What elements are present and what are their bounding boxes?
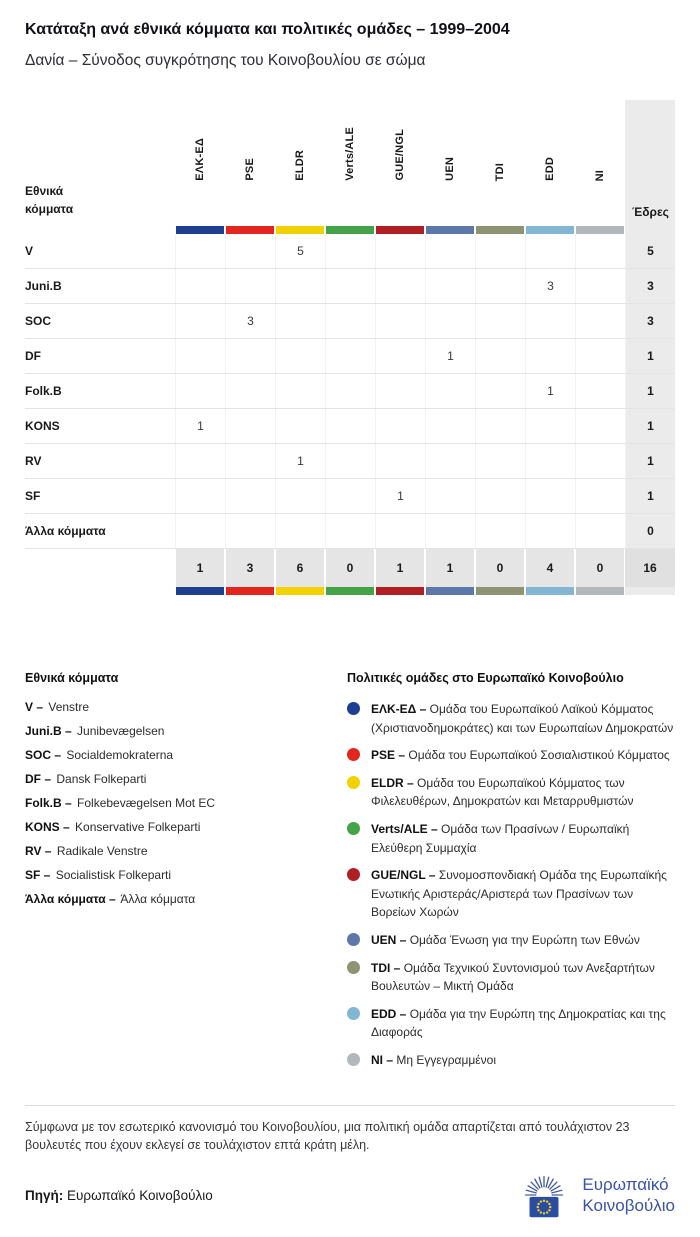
group-legend-item [347, 700, 675, 737]
table-cell: 1 [375, 479, 425, 513]
table-cell [275, 374, 325, 408]
group-code-label: ΕΛΚ-ΕΔ [194, 138, 206, 181]
row-header-cell [25, 100, 175, 226]
source-line [25, 1188, 213, 1203]
group-color-bar [276, 226, 324, 234]
group-color-bar [226, 587, 274, 595]
seats-column-bg [625, 587, 675, 595]
party-legend-item [25, 796, 319, 810]
table-row [25, 304, 675, 339]
group-column-header [175, 100, 225, 226]
group-legend-item [347, 866, 675, 922]
party-code: Folk.B – [25, 796, 72, 810]
table-row [25, 444, 675, 479]
table-cell: 3 [525, 269, 575, 303]
table-cell [325, 234, 375, 268]
table-header-row [25, 100, 675, 226]
table-row [25, 514, 675, 549]
table-cell [175, 514, 225, 548]
table-cell [375, 304, 425, 338]
table-cell [425, 234, 475, 268]
group-color-bar [576, 226, 624, 234]
party-code: Juni.B – [25, 724, 72, 738]
group-column-header [225, 100, 275, 226]
seats-cell: 1 [625, 479, 675, 513]
group-color-dot [347, 868, 360, 881]
table-cell [325, 339, 375, 373]
table-cell [175, 374, 225, 408]
total-cell: 3 [226, 549, 274, 587]
group-legend-text: GUE/NGL – Συνομοσπονδιακή Ομάδα της Ευρωπαϊκής Ενωτικής Αριστεράς/Αριστερά των Πρασίνων των Βορείων Χωρών [371, 868, 667, 920]
results-table [25, 100, 675, 595]
table-cell [425, 374, 475, 408]
ep-logo-line2: Κοινοβούλιο [582, 1196, 675, 1215]
table-cell [375, 514, 425, 548]
party-code: Άλλα κόμματα – [25, 892, 116, 906]
table-row [25, 339, 675, 374]
table-row [25, 234, 675, 269]
table-cell: 1 [175, 409, 225, 443]
group-color-bar [376, 226, 424, 234]
total-cell: 0 [326, 549, 374, 587]
group-legend-item [347, 959, 675, 996]
party-name: SF [25, 489, 41, 503]
ep-logo-line1: Ευρωπαϊκό [582, 1174, 669, 1194]
table-cell [225, 339, 275, 373]
party-legend-item [25, 844, 319, 858]
table-cell [225, 269, 275, 303]
seats-cell: 1 [625, 374, 675, 408]
table-row [25, 269, 675, 304]
table-cell [425, 409, 475, 443]
table-cell [225, 514, 275, 548]
party-legend-item [25, 892, 319, 906]
total-cell: 1 [376, 549, 424, 587]
table-cell [525, 304, 575, 338]
total-seats-cell: 16 [625, 549, 675, 587]
group-legend-text: ΕΛΚ-ΕΔ – Ομάδα του Ευρωπαϊκού Λαϊκού Κόμματος (Χριστιανοδημοκράτες) και των Ευρωπαίων Δημοκρατών [371, 702, 674, 735]
group-legend-text: EDD – Ομάδα για την Ευρώπη της Δημοκρατίας και της Διαφοράς [371, 1006, 666, 1040]
group-color-dot [347, 1053, 360, 1066]
party-legend-item [25, 700, 319, 714]
table-cell [575, 339, 625, 373]
group-color-dot [347, 933, 360, 946]
totals-row [25, 549, 675, 587]
group-legend-text: TDI – Ομάδα Τεχνικού Συντονισμού των Ανεξαρτήτων Βουλευτών – Μικτή Ομάδα [371, 960, 655, 994]
party-code: SF – [25, 868, 51, 882]
seats-label: Έδρες [632, 205, 669, 219]
table-cell [475, 479, 525, 513]
footnote: Σύμφωνα με τον εσωτερικό κανονισμό του Κοινοβουλίου, μια πολιτική ομάδα απαρτίζεται από τουλάχιστον 23 βουλευτές που έχουν εκλεγεί σε τουλάχιστον επτά κράτη μέλη. [25, 1119, 630, 1153]
group-color-dot [347, 702, 360, 715]
table-row [25, 479, 675, 514]
group-color-bar [526, 587, 574, 595]
table-cell [475, 269, 525, 303]
group-legend-text: NI – Μη Εγγεγραμμένοι [371, 1052, 496, 1067]
table-cell [525, 514, 575, 548]
party-name: KONS [25, 419, 60, 433]
table-cell [275, 479, 325, 513]
total-cell: 4 [526, 549, 574, 587]
table-cell [525, 479, 575, 513]
table-cell [475, 234, 525, 268]
table-cell [325, 479, 375, 513]
seats-column-header [625, 100, 675, 226]
party-name: V [25, 244, 34, 258]
source-value: Ευρωπαϊκό Κοινοβούλιο [67, 1187, 213, 1203]
party-full-name: Socialdemokraterna [66, 748, 174, 762]
table-cell [375, 234, 425, 268]
party-full-name: Radikale Venstre [56, 844, 148, 858]
total-cell: 1 [426, 549, 474, 587]
table-cell [375, 339, 425, 373]
table-row [25, 374, 675, 409]
party-full-name: Venstre [48, 700, 90, 714]
party-code: V – [25, 700, 44, 714]
table-cell [225, 479, 275, 513]
party-code: RV – [25, 844, 52, 858]
group-legend-text: Verts/ALE – Ομάδα των Πρασίνων / Ευρωπαϊκή Ελεύθερη Συμμαχία [371, 821, 630, 855]
table-cell [525, 444, 575, 478]
table-cell [225, 409, 275, 443]
table-cell [375, 409, 425, 443]
group-color-bar [476, 226, 524, 234]
group-column-header [575, 100, 625, 226]
seats-cell: 3 [625, 269, 675, 303]
table-cell [575, 479, 625, 513]
table-cell [275, 409, 325, 443]
table-cell [525, 339, 575, 373]
party-legend-item [25, 772, 319, 786]
party-legend-item [25, 724, 319, 738]
table-cell [175, 479, 225, 513]
total-cell: 0 [476, 549, 524, 587]
table-cell: 1 [425, 339, 475, 373]
table-cell: 3 [225, 304, 275, 338]
party-full-name: Junibevægelsen [77, 724, 165, 738]
group-color-bar [576, 587, 624, 595]
party-full-name: Dansk Folkeparti [56, 772, 147, 786]
group-column-header [275, 100, 325, 226]
group-color-bar [326, 587, 374, 595]
table-cell [175, 339, 225, 373]
ep-logo-graphic [515, 1169, 573, 1221]
table-cell [425, 304, 475, 338]
seats-cell: 0 [625, 514, 675, 548]
group-code-label: TDI [494, 162, 506, 181]
table-cell [575, 444, 625, 478]
table-cell [375, 444, 425, 478]
group-legend-text: PSE – Ομάδα του Ευρωπαϊκού Σοσιαλιστικού Κόμματος [371, 748, 670, 763]
party-full-name: Folkebevægelsen Mot EC [77, 796, 216, 810]
table-cell [575, 304, 625, 338]
group-column-header [375, 100, 425, 226]
table-cell [425, 444, 475, 478]
total-cell: 0 [576, 549, 624, 587]
row-header-label: Εθνικά κόμματα [25, 183, 74, 217]
source-label: Πηγή: [25, 1187, 64, 1203]
group-column-header [425, 100, 475, 226]
party-legend-item [25, 868, 319, 882]
group-color-bar [526, 226, 574, 234]
group-code-label: Verts/ALE [344, 127, 356, 181]
empty-cell [25, 226, 175, 234]
group-color-bar [476, 587, 524, 595]
legend [25, 671, 675, 1079]
total-cell: 6 [276, 549, 324, 587]
table-cell [425, 514, 475, 548]
table-cell [525, 234, 575, 268]
group-column-header [325, 100, 375, 226]
table-cell [225, 444, 275, 478]
group-column-header [475, 100, 525, 226]
table-cell [325, 409, 375, 443]
group-code-label: EDD [544, 157, 556, 181]
table-cell [575, 269, 625, 303]
group-color-dot [347, 822, 360, 835]
parties-legend [25, 671, 319, 1079]
group-color-bar [176, 226, 224, 234]
table-cell [325, 444, 375, 478]
table-cell [375, 374, 425, 408]
party-code: DF – [25, 772, 52, 786]
table-cell [275, 304, 325, 338]
group-color-bar [226, 226, 274, 234]
table-cell [325, 374, 375, 408]
group-legend-item [347, 931, 675, 950]
group-legend-text: UEN – Ομάδα Ένωση για την Ευρώπη των Εθνών [371, 932, 640, 947]
group-legend-item [347, 1005, 675, 1042]
table-cell [475, 409, 525, 443]
group-legend-item [347, 820, 675, 857]
table-cell [375, 269, 425, 303]
group-color-bar [276, 587, 324, 595]
group-code-label: ELDR [294, 150, 306, 181]
ep-logo [515, 1169, 675, 1221]
party-name: DF [25, 349, 41, 363]
table-cell [275, 269, 325, 303]
page-subtitle: Δανία – Σύνοδος συγκρότησης του Κοινοβουλίου σε σώμα [25, 52, 426, 69]
table-cell [175, 304, 225, 338]
table-cell [475, 339, 525, 373]
group-color-dot [347, 748, 360, 761]
group-color-dot [347, 1007, 360, 1020]
seats-column-bg [625, 226, 675, 234]
table-cell [175, 234, 225, 268]
table-cell [225, 374, 275, 408]
table-cell [325, 304, 375, 338]
party-full-name: Socialistisk Folkeparti [55, 868, 172, 882]
group-legend-item [347, 774, 675, 811]
party-full-name: Άλλα κόμματα [120, 892, 196, 906]
table-cell [325, 269, 375, 303]
group-code-label: UEN [444, 157, 456, 181]
seats-cell: 3 [625, 304, 675, 338]
table-cell [275, 514, 325, 548]
ep-logo-text [582, 1174, 675, 1217]
seats-cell: 1 [625, 409, 675, 443]
seats-cell: 1 [625, 339, 675, 373]
group-legend-item [347, 1051, 675, 1070]
group-code-label: PSE [244, 158, 256, 181]
groups-legend-title: Πολιτικές ομάδες στο Ευρωπαϊκό Κοινοβούλιο [347, 671, 624, 685]
table-cell [575, 234, 625, 268]
table-cell [575, 374, 625, 408]
color-bar-row [25, 226, 675, 234]
table-cell [475, 514, 525, 548]
group-color-bar [176, 587, 224, 595]
party-name: Άλλα κόμματα [25, 524, 106, 538]
empty-cell [25, 587, 175, 595]
color-bar-row-bottom [25, 587, 675, 595]
groups-legend [347, 671, 675, 1079]
table-cell [475, 374, 525, 408]
table-cell: 5 [275, 234, 325, 268]
divider [25, 1105, 675, 1106]
table-cell [175, 444, 225, 478]
table-cell [425, 269, 475, 303]
table-cell: 1 [525, 374, 575, 408]
table-cell [425, 479, 475, 513]
group-color-bar [376, 587, 424, 595]
group-legend-text: ELDR – Ομάδα του Ευρωπαϊκού Κόμματος των Φιλελευθέρων, Δημοκρατών και Μεταρρυθμιστών [371, 775, 634, 809]
group-color-dot [347, 776, 360, 789]
table-cell [225, 234, 275, 268]
table-cell [575, 514, 625, 548]
footer [25, 1169, 675, 1221]
parties-legend-title: Εθνικά κόμματα [25, 671, 119, 685]
seats-cell: 5 [625, 234, 675, 268]
table-cell [475, 444, 525, 478]
empty-cell [25, 549, 175, 587]
group-legend-item [347, 746, 675, 765]
group-code-label: NI [594, 169, 606, 181]
party-code: KONS – [25, 820, 70, 834]
page-title: Κατάταξη ανά εθνικά κόμματα και πολιτικές ομάδες – 1999–2004 [25, 21, 510, 38]
table-cell [525, 409, 575, 443]
table-cell [275, 339, 325, 373]
group-column-header [525, 100, 575, 226]
party-name: SOC [25, 314, 52, 328]
total-cell: 1 [176, 549, 224, 587]
table-cell [325, 514, 375, 548]
party-legend-item [25, 820, 319, 834]
group-color-bar [326, 226, 374, 234]
group-color-bar [426, 587, 474, 595]
party-code: SOC – [25, 748, 62, 762]
table-cell [575, 409, 625, 443]
group-color-bar [426, 226, 474, 234]
group-color-dot [347, 961, 360, 974]
seats-cell: 1 [625, 444, 675, 478]
table-row [25, 409, 675, 444]
table-cell [475, 304, 525, 338]
party-full-name: Konservative Folkeparti [75, 820, 201, 834]
group-code-label: GUE/NGL [394, 129, 406, 181]
party-name: Juni.B [25, 279, 62, 293]
party-name: RV [25, 454, 42, 468]
party-name: Folk.B [25, 384, 62, 398]
table-cell [175, 269, 225, 303]
table-cell: 1 [275, 444, 325, 478]
party-legend-item [25, 748, 319, 762]
